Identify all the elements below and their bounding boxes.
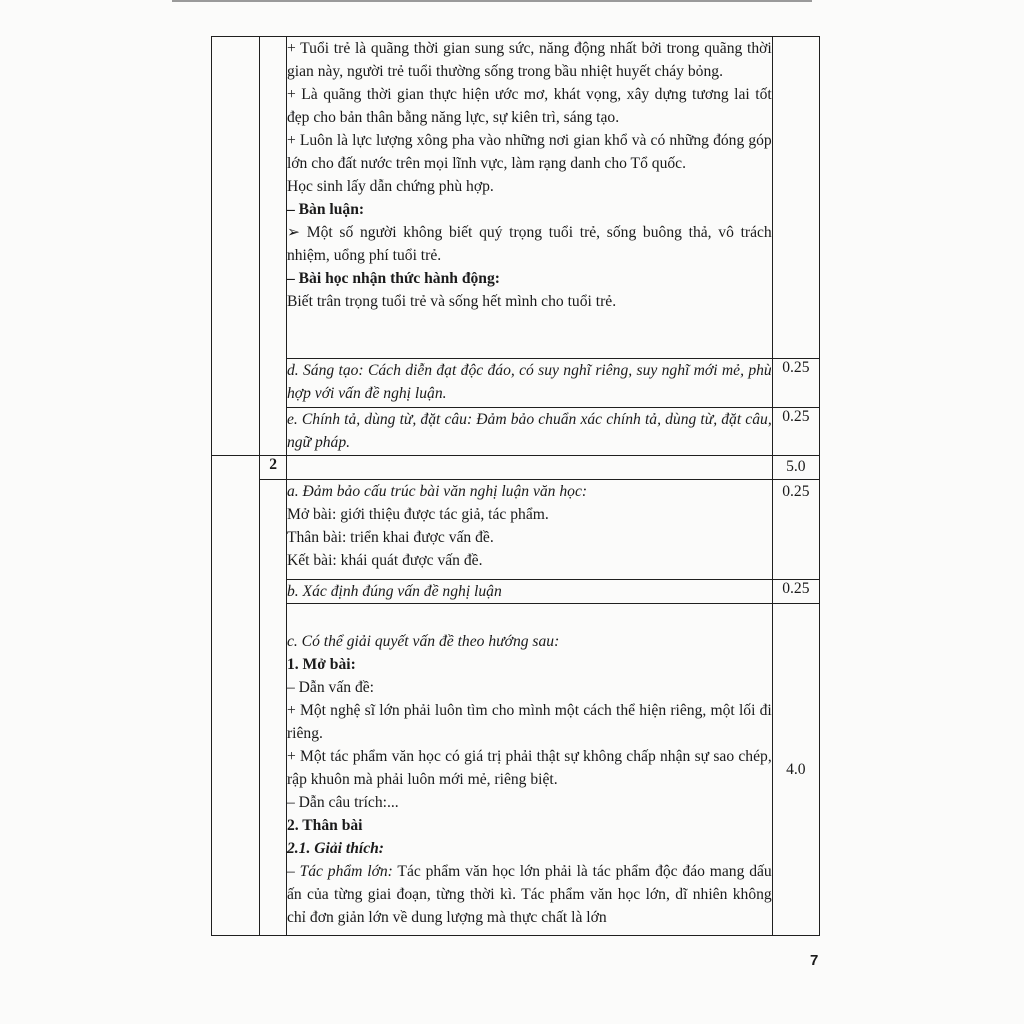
paragraph: – Dẫn vấn đề: xyxy=(286,679,374,696)
paragraph: Thân bài: triển khai được vấn đề. xyxy=(286,529,494,546)
paragraph xyxy=(287,860,772,929)
paragraph: ➢ Một số người không biết quý trọng tuổi trẻ, sống buông thả, vô trách nhiệm, uổng phí tuổi trẻ. xyxy=(286,224,772,264)
heading: – Bàn luận: xyxy=(286,201,365,218)
score-cell: 0.25 xyxy=(772,359,819,408)
paragraph: + Tuổi trẻ là quãng thời gian sung sức, năng động nhất bởi trong quãng thời gian này, người trẻ tuổi thường sống trong bầu nhiệt huyết cháy bỏng. xyxy=(286,40,772,80)
table-row xyxy=(212,604,820,936)
paragraph: + Luôn là lực lượng xông pha vào những nơi gian khổ và có những đóng góp lớn cho đất nước trên mọi lĩnh vực, làm rạng danh cho Tổ quốc. xyxy=(286,132,772,172)
paragraph: Biết trân trọng tuổi trẻ và sống hết mình cho tuổi trẻ. xyxy=(286,293,617,310)
content-cell xyxy=(286,408,772,456)
paragraph: + Một nghệ sĩ lớn phải luôn tìm cho mình một cách thể hiện riêng, một lối đi riêng. xyxy=(286,702,772,742)
content-cell xyxy=(286,604,772,936)
score-cell: 0.25 xyxy=(772,480,819,580)
table-row xyxy=(212,408,820,456)
paragraph: Học sinh lấy dẫn chứng phù hợp. xyxy=(286,178,494,195)
heading: 2.1. Giải thích: xyxy=(286,840,384,857)
paragraph: Kết bài: khái quát được vấn đề. xyxy=(286,552,483,569)
question-cell xyxy=(212,37,260,456)
term-label: – Tác phẩm lớn: xyxy=(286,863,393,880)
heading: – Bài học nhận thức hành động: xyxy=(286,270,500,287)
score-cell xyxy=(772,37,819,359)
part-cell xyxy=(260,37,287,456)
score-cell: 0.25 xyxy=(772,408,819,456)
paragraph: c. Có thể giải quyết vấn đề theo hướng sau: xyxy=(286,633,560,650)
content-cell xyxy=(286,456,772,480)
score-cell: 5.0 xyxy=(772,456,819,480)
table-row xyxy=(212,580,820,604)
question-cell xyxy=(212,456,260,936)
paragraph: e. Chính tả, dùng từ, đặt câu: Đảm bảo chuẩn xác chính tả, dùng từ, đặt câu, ngữ pháp. xyxy=(286,411,772,451)
table-row xyxy=(212,37,820,359)
page-number: 7 xyxy=(810,952,819,969)
content-cell xyxy=(286,359,772,408)
paragraph: Mở bài: giới thiệu được tác giả, tác phẩm. xyxy=(286,506,549,523)
heading: 2. Thân bài xyxy=(286,817,363,834)
content-cell xyxy=(286,580,772,604)
paragraph: d. Sáng tạo: Cách diễn đạt độc đáo, có suy nghĩ riêng, suy nghĩ mới mẻ, phù hợp với vấn đề nghị luận. xyxy=(286,362,772,402)
paragraph: – Dẫn câu trích:... xyxy=(286,794,399,811)
section-number: 2 xyxy=(260,456,287,480)
table-row xyxy=(212,359,820,408)
score-cell: 0.25 xyxy=(772,580,819,604)
term-text: Tác phẩm văn học lớn phải là tác phẩm độc đáo mang dấu ấn của từng giai đoạn, từng thời kì. Tác phẩm văn học lớn, dĩ nhiên không chỉ đơn giản lớn về dung lượng mà thực chất là lớn xyxy=(286,863,772,926)
paragraph: a. Đảm bảo cấu trúc bài văn nghị luận văn học: xyxy=(286,483,588,500)
top-rule xyxy=(172,0,812,2)
paragraph: b. Xác định đúng vấn đề nghị luận xyxy=(286,583,502,600)
content-cell xyxy=(286,480,772,580)
score-cell: 4.0 xyxy=(772,604,819,936)
paragraph: + Một tác phẩm văn học có giá trị phải thật sự không chấp nhận sự sao chép, rập khuôn mà phải luôn mới mẻ, riêng biệt. xyxy=(286,748,772,788)
table-row xyxy=(212,480,820,580)
table-row xyxy=(212,456,820,480)
answer-table xyxy=(211,36,820,936)
part-cell xyxy=(260,480,287,936)
heading: 1. Mở bài: xyxy=(286,656,356,673)
paragraph: + Là quãng thời gian thực hiện ước mơ, khát vọng, xây dựng tương lai tốt đẹp cho bản thân bằng năng lực, sự kiên trì, sáng tạo. xyxy=(286,86,772,126)
content-cell xyxy=(286,37,772,359)
